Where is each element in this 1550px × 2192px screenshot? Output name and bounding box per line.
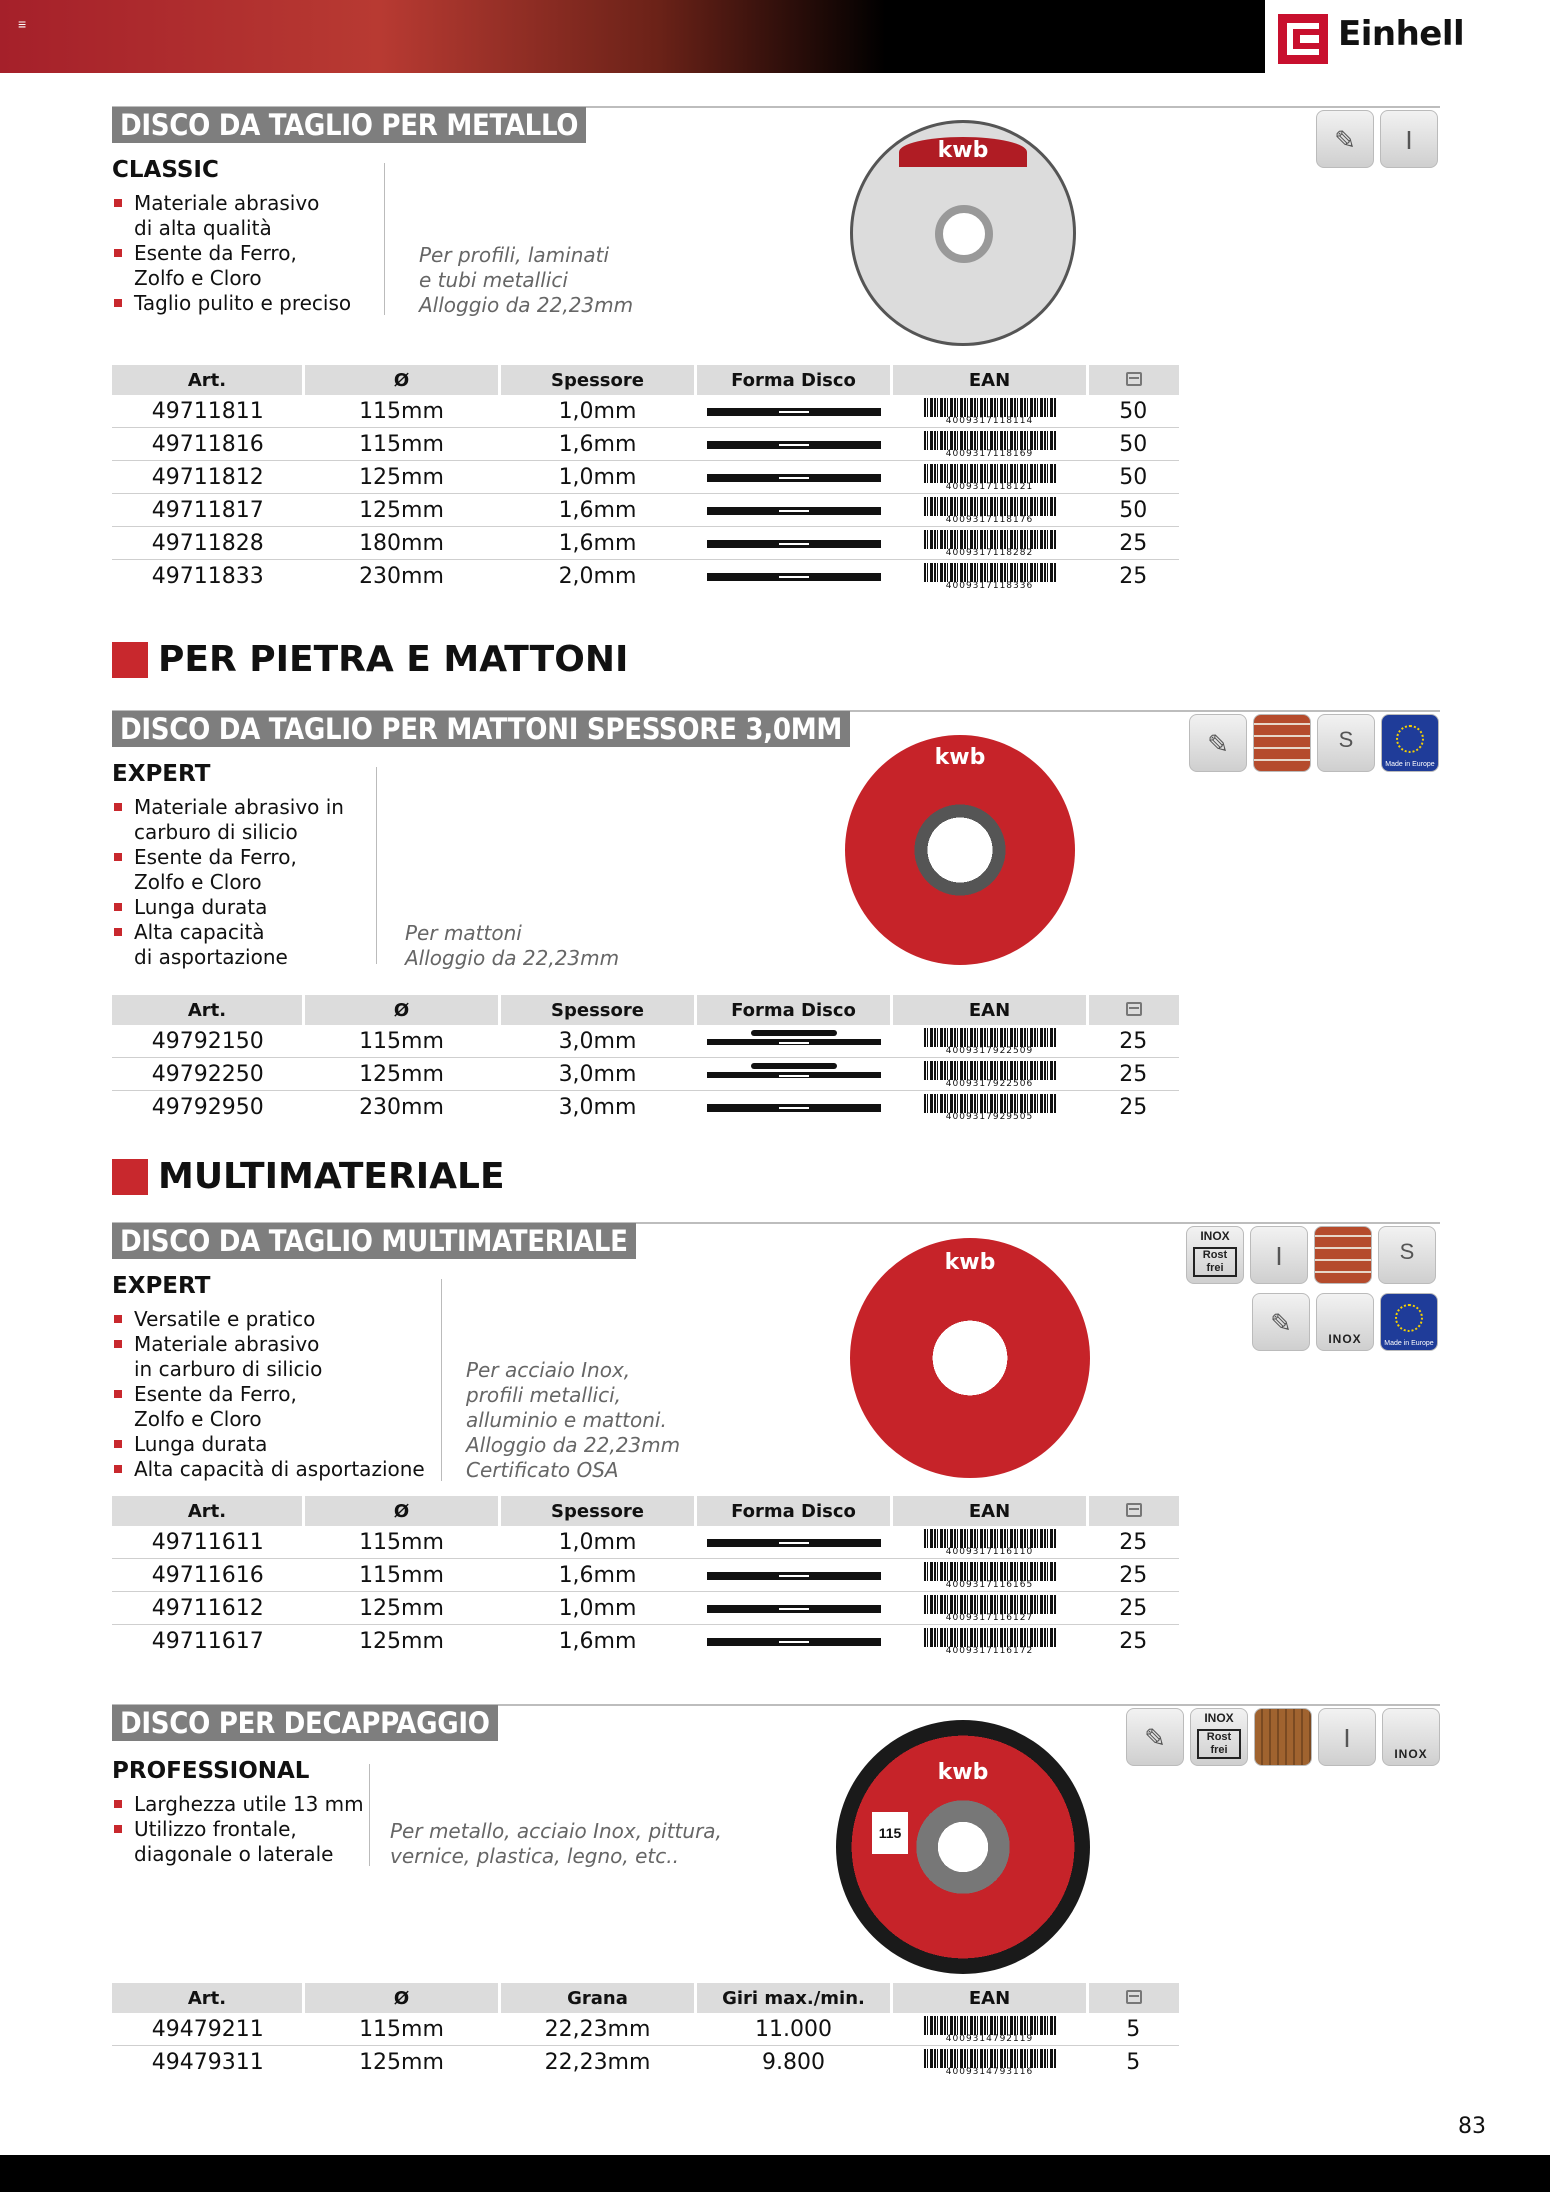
table-cell: 25 xyxy=(1119,1094,1148,1120)
column-header: Grana xyxy=(500,1983,696,2013)
table-cell xyxy=(892,428,1088,461)
disc-size-label: 115 xyxy=(872,1812,908,1854)
disc-shape-flat-icon xyxy=(707,573,881,581)
feature-item: Materiale abrasivo in carburo di silicio xyxy=(112,795,344,845)
disc-shape-flat-icon xyxy=(707,1572,881,1580)
disc-shape-flat-icon xyxy=(707,507,881,515)
barcode-icon: 4009317116127 xyxy=(924,1595,1056,1621)
table-cell xyxy=(696,395,892,428)
disc-shape-depressed-icon xyxy=(707,1039,881,1045)
column-header: Forma Disco xyxy=(696,365,892,395)
table-cell: 5 xyxy=(1088,2013,1180,2046)
table-cell: 49711811 xyxy=(112,395,304,428)
table-row xyxy=(112,1526,1179,1559)
table-cell xyxy=(696,1625,892,1658)
table-row xyxy=(112,395,1179,428)
column-header: Art. xyxy=(112,995,304,1025)
column-header: Forma Disco xyxy=(696,1496,892,1526)
usage-icons xyxy=(1189,714,1439,772)
barcode-icon: 4009317922506 xyxy=(924,1061,1056,1087)
table-row xyxy=(112,1091,1179,1124)
column-header: Ø xyxy=(304,1496,500,1526)
inox-rost-frei-icon: INOX Rost frei xyxy=(1186,1226,1244,1284)
inox-sink-icon: INOX xyxy=(1382,1708,1440,1766)
product-line: CLASSIC xyxy=(112,157,219,183)
package-icon xyxy=(1088,995,1180,1025)
column-header: Ø xyxy=(304,365,500,395)
table-cell: 3,0mm xyxy=(500,1058,696,1091)
osa-certified-icon: S xyxy=(1317,714,1375,772)
table-cell: 49792250 xyxy=(112,1058,304,1091)
usage-icons xyxy=(1126,1708,1440,1766)
column-header: Art. xyxy=(112,1496,304,1526)
table-cell: 49711611 xyxy=(112,1526,304,1559)
inox-sink-icon: INOX xyxy=(1316,1293,1374,1351)
page-number: 83 xyxy=(1458,2114,1486,2139)
table-row xyxy=(112,1625,1179,1658)
barcode-icon: 4009317116110 xyxy=(924,1529,1056,1555)
table-cell xyxy=(696,494,892,527)
table-cell: 25 xyxy=(1088,1058,1180,1091)
table-cell xyxy=(892,1058,1088,1091)
barcode-icon: 4009317118176 xyxy=(924,497,1056,523)
product-title: DISCO DA TAGLIO MULTIMATERIALE xyxy=(112,1223,636,1259)
table-cell: 25 xyxy=(1088,527,1180,560)
package-icon xyxy=(1088,365,1180,395)
spec-table xyxy=(112,1983,1179,2078)
table-cell xyxy=(696,1559,892,1592)
table-row xyxy=(112,428,1179,461)
table-row xyxy=(112,1592,1179,1625)
table-cell xyxy=(892,1025,1088,1058)
table-cell: 49711833 xyxy=(151,563,264,589)
table-cell: 49711817 xyxy=(112,494,304,527)
table-cell: 230mm xyxy=(359,1094,444,1120)
table-row xyxy=(112,527,1179,560)
table-cell: 2,0mm xyxy=(558,563,637,589)
angle-grinder-icon: ✎ xyxy=(1252,1293,1310,1351)
disc-image xyxy=(850,120,1076,346)
usage-icons xyxy=(1316,110,1438,168)
column-header: Ø xyxy=(304,1983,500,2013)
spec-table xyxy=(112,365,1179,592)
table-cell xyxy=(696,428,892,461)
table-cell: 1,0mm xyxy=(500,461,696,494)
product-description: Per acciaio Inox, profili metallici, alluminio e mattoni. Alloggio da 22,23mm Certificato OSA xyxy=(466,1358,681,1482)
disc-brand-label: kwb xyxy=(937,138,989,163)
steel-beam-icon: I xyxy=(1250,1226,1308,1284)
product-line: EXPERT xyxy=(112,761,211,787)
feature-item: Versatile e pratico xyxy=(112,1307,425,1332)
brand-logo xyxy=(1266,0,1550,73)
table-row xyxy=(112,560,1179,593)
brick-icon xyxy=(1253,714,1311,772)
brick-icon xyxy=(1314,1226,1372,1284)
divider-line xyxy=(441,1279,442,1481)
table-cell xyxy=(892,527,1088,560)
table-cell: 50 xyxy=(1088,461,1180,494)
table-cell xyxy=(696,1526,892,1559)
table-cell: 49711612 xyxy=(112,1592,304,1625)
barcode-icon: 4009317118169 xyxy=(924,431,1056,457)
angle-grinder-icon: ✎ xyxy=(1316,110,1374,168)
feature-item: Utilizzo frontale, diagonale o laterale xyxy=(112,1817,364,1867)
table-cell: 125mm xyxy=(359,2049,444,2075)
table-cell: 1,6mm xyxy=(500,527,696,560)
table-cell: 125mm xyxy=(304,494,500,527)
table-cell: 49792150 xyxy=(112,1025,304,1058)
barcode-icon: 4009314792119 xyxy=(924,2016,1056,2042)
column-header: Spessore xyxy=(500,995,696,1025)
table-cell xyxy=(892,461,1088,494)
table-cell: 49792950 xyxy=(151,1094,264,1120)
made-in-europe-icon: Made in Europe xyxy=(1381,714,1439,772)
table-cell xyxy=(892,1559,1088,1592)
barcode-icon: 4009317118114 xyxy=(924,398,1056,424)
product-line: PROFESSIONAL xyxy=(112,1758,310,1784)
product-line: EXPERT xyxy=(112,1273,211,1299)
product-description: Per profili, laminati e tubi metallici Alloggio da 22,23mm xyxy=(419,243,634,317)
table-row xyxy=(112,461,1179,494)
header-bar xyxy=(0,0,1265,73)
table-cell xyxy=(892,1526,1088,1559)
table-cell: 115mm xyxy=(304,2013,500,2046)
table-cell xyxy=(696,1091,892,1124)
column-header: Ø xyxy=(304,995,500,1025)
table-cell: 50 xyxy=(1088,494,1180,527)
table-cell: 1,6mm xyxy=(500,494,696,527)
table-cell: 25 xyxy=(1088,1025,1180,1058)
wood-icon xyxy=(1254,1708,1312,1766)
table-cell: 49479311 xyxy=(151,2049,264,2075)
table-cell: 115mm xyxy=(304,428,500,461)
table-cell xyxy=(696,1058,892,1091)
feature-item: Larghezza utile 13 mm xyxy=(112,1792,364,1817)
table-cell: 49479211 xyxy=(112,2013,304,2046)
disc-image xyxy=(836,1720,1090,1974)
product-title: DISCO DA TAGLIO PER METALLO xyxy=(112,107,586,143)
column-header: Spessore xyxy=(500,365,696,395)
table-cell: 180mm xyxy=(304,527,500,560)
feature-item: Esente da Ferro, Zolfo e Cloro xyxy=(112,241,351,291)
table-cell: 5 xyxy=(1126,2049,1141,2075)
einhell-logo-icon xyxy=(1278,14,1328,64)
table-cell: 22,23mm xyxy=(544,2049,651,2075)
column-header: EAN xyxy=(892,1983,1088,2013)
table-cell: 115mm xyxy=(304,1526,500,1559)
product-description: Per mattoni Alloggio da 22,23mm xyxy=(405,921,620,970)
column-header: Art. xyxy=(112,1983,304,2013)
usage-icons-row2 xyxy=(1252,1293,1438,1351)
table-cell: 50 xyxy=(1088,428,1180,461)
column-header: EAN xyxy=(892,365,1088,395)
barcode-icon: 4009314793116 xyxy=(924,2049,1056,2075)
feature-item: Alta capacità di asportazione xyxy=(112,1457,425,1482)
table-cell: 3,0mm xyxy=(500,1025,696,1058)
table-cell: 25 xyxy=(1119,563,1148,589)
table-cell xyxy=(892,1625,1088,1658)
steel-beam-icon: I xyxy=(1380,110,1438,168)
disc-shape-flat-icon xyxy=(707,408,881,416)
disc-image xyxy=(850,1238,1090,1478)
table-cell: 25 xyxy=(1088,1559,1180,1592)
feature-item: Lunga durata xyxy=(112,1432,425,1457)
table-cell: 1,0mm xyxy=(500,1526,696,1559)
disc-brand-label: kwb xyxy=(937,1760,989,1785)
feature-item: Esente da Ferro, Zolfo e Cloro xyxy=(112,845,344,895)
barcode-icon: 4009317929505 xyxy=(924,1094,1056,1120)
usage-icons-row1 xyxy=(1186,1226,1436,1284)
feature-item: Taglio pulito e preciso xyxy=(112,291,351,316)
feature-item: Materiale abrasivo in carburo di silicio xyxy=(112,1332,425,1382)
barcode-icon: 4009317118282 xyxy=(924,530,1056,556)
spec-table xyxy=(112,1496,1179,1657)
barcode-icon: 4009317118336 xyxy=(924,563,1056,589)
table-cell xyxy=(892,1091,1088,1124)
table-cell xyxy=(892,395,1088,428)
table-cell: 125mm xyxy=(304,1592,500,1625)
table-cell: 22,23mm xyxy=(500,2013,696,2046)
made-in-europe-icon: Made in Europe xyxy=(1380,1293,1438,1351)
table-cell xyxy=(892,494,1088,527)
column-header: Forma Disco xyxy=(696,995,892,1025)
table-cell: 115mm xyxy=(304,1025,500,1058)
table-cell: 115mm xyxy=(304,1559,500,1592)
column-header: EAN xyxy=(892,1496,1088,1526)
osa-certified-icon: S xyxy=(1378,1226,1436,1284)
feature-list xyxy=(112,1792,364,1867)
table-cell xyxy=(696,1592,892,1625)
table-cell: 1,6mm xyxy=(558,1628,637,1654)
barcode-icon: 4009317922509 xyxy=(924,1028,1056,1054)
brand-name: Einhell xyxy=(1338,14,1465,54)
menu-icon[interactable]: ≡ xyxy=(18,16,27,32)
table-cell: 125mm xyxy=(304,461,500,494)
table-cell xyxy=(892,2013,1088,2046)
disc-shape-flat-icon xyxy=(707,1638,881,1646)
disc-brand-label: kwb xyxy=(944,1250,996,1275)
table-cell: 3,0mm xyxy=(558,1094,637,1120)
barcode-icon: 4009317118121 xyxy=(924,464,1056,490)
table-cell: 1,6mm xyxy=(500,1559,696,1592)
product-title: DISCO PER DECAPPAGGIO xyxy=(112,1705,498,1741)
table-cell: 11.000 xyxy=(696,2013,892,2046)
feature-item: Lunga durata xyxy=(112,895,344,920)
column-header: EAN xyxy=(892,995,1088,1025)
table-cell xyxy=(892,560,1088,593)
table-cell: 115mm xyxy=(304,395,500,428)
table-cell xyxy=(696,1025,892,1058)
column-header: Giri max./min. xyxy=(696,1983,892,2013)
angle-grinder-icon: ✎ xyxy=(1126,1708,1184,1766)
table-row xyxy=(112,1058,1179,1091)
disc-brand-label: kwb xyxy=(934,745,986,770)
table-cell xyxy=(892,2046,1088,2079)
table-cell: 1,0mm xyxy=(500,1592,696,1625)
table-cell: 25 xyxy=(1088,1592,1180,1625)
table-row xyxy=(112,1559,1179,1592)
spec-table xyxy=(112,995,1179,1123)
barcode-icon: 4009317116172 xyxy=(924,1628,1056,1654)
footer-bar xyxy=(0,2155,1550,2192)
table-cell xyxy=(892,1592,1088,1625)
inox-rost-frei-icon: INOX Rost frei xyxy=(1190,1708,1248,1766)
table-cell: 50 xyxy=(1088,395,1180,428)
disc-shape-flat-icon xyxy=(707,441,881,449)
column-header: Spessore xyxy=(500,1496,696,1526)
column-header: Art. xyxy=(112,365,304,395)
table-cell: 9.800 xyxy=(762,2049,825,2075)
table-cell: 1,0mm xyxy=(500,395,696,428)
divider-line xyxy=(376,767,377,964)
table-row xyxy=(112,2046,1179,2079)
divider-line xyxy=(369,1764,370,1866)
table-cell: 25 xyxy=(1119,1628,1148,1654)
divider-line xyxy=(384,163,385,315)
table-cell xyxy=(696,527,892,560)
disc-image xyxy=(845,735,1075,965)
disc-shape-flat-icon xyxy=(707,1539,881,1547)
feature-list xyxy=(112,191,351,316)
feature-item: Esente da Ferro, Zolfo e Cloro xyxy=(112,1382,425,1432)
table-row xyxy=(112,494,1179,527)
disc-shape-flat-icon xyxy=(707,474,881,482)
product-description: Per metallo, acciaio Inox, pittura, vernice, plastica, legno, etc.. xyxy=(390,1819,722,1868)
table-cell: 49711616 xyxy=(112,1559,304,1592)
table-cell: 49711812 xyxy=(112,461,304,494)
product-title: DISCO DA TAGLIO PER MATTONI SPESSORE 3,0MM xyxy=(112,711,850,747)
feature-list xyxy=(112,1307,425,1482)
disc-shape-flat-icon xyxy=(707,540,881,548)
table-cell xyxy=(696,560,892,593)
package-icon xyxy=(1088,1983,1180,2013)
table-cell: 49711617 xyxy=(151,1628,264,1654)
package-icon xyxy=(1088,1496,1180,1526)
table-row xyxy=(112,2013,1179,2046)
disc-shape-flat-icon xyxy=(707,1605,881,1613)
feature-list xyxy=(112,795,344,970)
disc-shape-flat-icon xyxy=(707,1104,881,1112)
steel-beam-icon: I xyxy=(1318,1708,1376,1766)
table-cell xyxy=(696,461,892,494)
barcode-icon: 4009317116165 xyxy=(924,1562,1056,1588)
disc-shape-depressed-icon xyxy=(707,1072,881,1078)
table-cell: 49711828 xyxy=(112,527,304,560)
table-cell: 230mm xyxy=(359,563,444,589)
table-cell: 49711816 xyxy=(112,428,304,461)
table-cell: 125mm xyxy=(359,1628,444,1654)
table-cell: 125mm xyxy=(304,1058,500,1091)
feature-item: Materiale abrasivo di alta qualità xyxy=(112,191,351,241)
table-cell: 25 xyxy=(1088,1526,1180,1559)
table-row xyxy=(112,1025,1179,1058)
angle-grinder-icon: ✎ xyxy=(1189,714,1247,772)
feature-item: Alta capacità di asportazione xyxy=(112,920,344,970)
table-cell: 1,6mm xyxy=(500,428,696,461)
